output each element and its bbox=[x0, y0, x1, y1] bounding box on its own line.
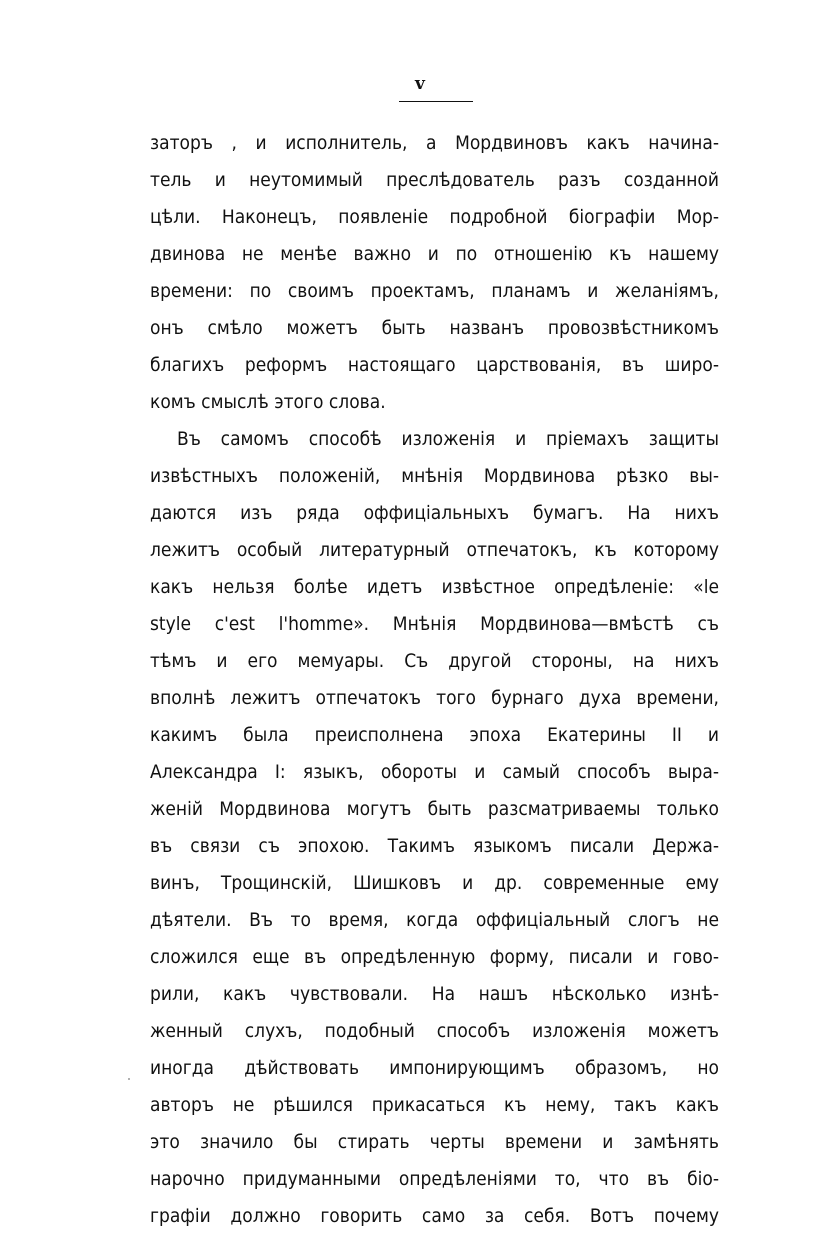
text-line: комъ смыслѣ этого слова. bbox=[150, 391, 386, 413]
text-line: нарочно придуманными опредѣленіями то, что въ біо- bbox=[150, 1168, 719, 1190]
text-line: заторъ , и исполнитель, а Мордвиновъ какъ начина- bbox=[150, 132, 719, 154]
text-line: какъ нельзя болѣе идетъ извѣстное опредѣленіе: «le bbox=[150, 576, 719, 598]
body-text bbox=[150, 125, 719, 1235]
text-line: Александра I: языкъ, обороты и самый способъ выра- bbox=[150, 761, 719, 783]
text-line: благихъ реформъ настоящаго царствованія, въ широ- bbox=[150, 354, 719, 376]
text-line: тель и неутомимый преслѣдователь разъ созданной bbox=[150, 169, 719, 191]
text-line: Въ самомъ способѣ изложенія и пріемахъ защиты bbox=[177, 428, 719, 450]
text-line: графіи должно говорить само за себя. Вотъ почему bbox=[150, 1205, 719, 1227]
text-line: это значило бы стирать черты времени и замѣнять bbox=[150, 1131, 719, 1153]
margin-speck bbox=[128, 1078, 130, 1080]
text-line: авторъ не рѣшился прикасаться къ нему, такъ какъ bbox=[150, 1094, 719, 1116]
text-line: женій Мордвинова могутъ быть разсматриваемы только bbox=[150, 798, 719, 820]
text-line: дѣятели. Въ то время, когда оффиціальный слогъ не bbox=[150, 909, 719, 931]
text-line: онъ смѣло можетъ быть названъ провозвѣстникомъ bbox=[150, 317, 719, 339]
text-line: style c'est l'homme». Мнѣнія Мордвинова—вмѣстѣ съ bbox=[150, 613, 719, 635]
text-line: какимъ была преисполнена эпоха Екатерины II и bbox=[150, 724, 719, 746]
text-line: двинова не менѣе важно и по отношенію къ нашему bbox=[150, 243, 719, 265]
text-line: винъ, Трощинскій, Шишковъ и др. современные ему bbox=[150, 872, 719, 894]
text-line: въ связи съ эпохою. Такимъ языкомъ писали Держа- bbox=[150, 835, 719, 857]
text-line: женный слухъ, подобный способъ изложенія можетъ bbox=[150, 1020, 719, 1042]
text-line: сложился еще въ опредѣленную форму, писали и гово- bbox=[150, 946, 719, 968]
text-line: времени: по своимъ проектамъ, планамъ и желаніямъ, bbox=[150, 280, 719, 302]
text-line: иногда дѣйствовать импонирующимъ образомъ, но bbox=[150, 1057, 719, 1079]
page-number: v bbox=[415, 74, 425, 94]
text-line: даются изъ ряда оффиціальныхъ бумагъ. На нихъ bbox=[150, 502, 719, 524]
text-line: цѣли. Наконецъ, появленіе подробной біографіи Мор- bbox=[150, 206, 719, 228]
text-line: извѣстныхъ положеній, мнѣнія Мордвинова рѣзко вы- bbox=[150, 465, 719, 487]
text-line: тѣмъ и его мемуары. Съ другой стороны, на нихъ bbox=[150, 650, 719, 672]
text-line: рили, какъ чувствовали. На нашъ нѣсколько изнѣ- bbox=[150, 983, 719, 1005]
text-line: вполнѣ лежитъ отпечатокъ того бурнаго духа времени, bbox=[150, 687, 719, 709]
text-line: лежитъ особый литературный отпечатокъ, къ которому bbox=[150, 539, 719, 561]
header-rule bbox=[399, 101, 473, 102]
